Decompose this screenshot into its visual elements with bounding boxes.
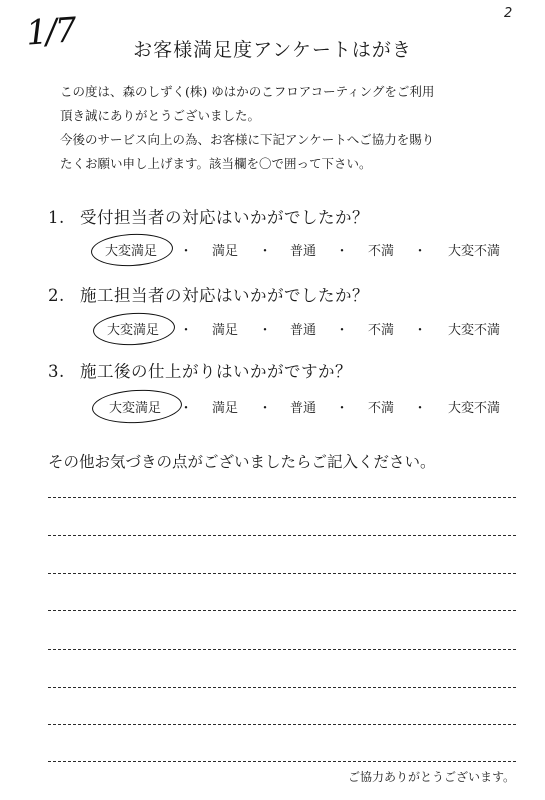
handwritten-date: 1/7 (24, 10, 77, 54)
comment-line[interactable] (48, 724, 516, 725)
option-very-dissatisfied[interactable]: 大変不満 (447, 244, 501, 259)
option-dissatisfied[interactable]: 不満 (367, 244, 395, 259)
question-text (48, 282, 369, 306)
option-separator: ・ (179, 323, 193, 338)
option-dissatisfied[interactable]: 不満 (367, 323, 395, 338)
page-title: お客様満足度アンケートはがき (133, 39, 412, 61)
option-separator: ・ (413, 323, 427, 338)
option-very-dissatisfied[interactable]: 大変不満 (447, 323, 501, 338)
footer-thanks: ご協力ありがとうございます。 (347, 770, 515, 784)
option-very-satisfied[interactable]: 大変満足 (108, 401, 162, 416)
intro-line: この度は、森のしずく(株) ゆはかのこフロアコーティングをご利用 (60, 84, 435, 99)
question-number: 1. (48, 208, 65, 227)
option-separator: ・ (413, 244, 427, 259)
question-number: 2. (48, 286, 65, 305)
option-satisfied[interactable]: 満足 (211, 323, 239, 338)
page-number: 2 (504, 6, 513, 21)
option-neutral[interactable]: 普通 (289, 323, 317, 338)
option-separator: ・ (335, 323, 349, 338)
option-very-dissatisfied[interactable]: 大変不満 (447, 401, 501, 416)
comment-line[interactable] (48, 573, 516, 574)
option-separator: ・ (179, 244, 193, 259)
comment-prompt: その他お気づきの点がございましたらご記入ください。 (48, 453, 436, 471)
option-neutral[interactable]: 普通 (289, 401, 317, 416)
option-separator: ・ (413, 401, 427, 416)
question-label: 受付担当者の対応はいかがでしたか？ (80, 208, 369, 227)
option-neutral[interactable]: 普通 (289, 244, 317, 259)
option-separator: ・ (335, 401, 349, 416)
question-label: 施工担当者の対応はいかがでしたか？ (80, 286, 369, 305)
comment-line[interactable] (48, 649, 516, 650)
option-dissatisfied[interactable]: 不満 (367, 401, 395, 416)
option-separator: ・ (335, 244, 349, 259)
option-satisfied[interactable]: 満足 (211, 244, 239, 259)
option-separator: ・ (179, 401, 193, 416)
option-very-satisfied[interactable]: 大変満足 (104, 244, 158, 259)
question-number: 3. (48, 362, 65, 381)
intro-line: 頂き誠にありがとうございました。 (60, 108, 261, 123)
question-text (48, 358, 352, 382)
intro-line: たくお願い申し上げます。該当欄を〇で囲って下さい。 (60, 156, 372, 171)
question-text (48, 204, 369, 228)
comment-line[interactable] (48, 761, 516, 762)
option-separator: ・ (258, 244, 272, 259)
option-satisfied[interactable]: 満足 (211, 401, 239, 416)
option-separator: ・ (258, 323, 272, 338)
comment-line[interactable] (48, 687, 516, 688)
comment-line[interactable] (48, 497, 516, 498)
comment-line[interactable] (48, 610, 516, 611)
option-separator: ・ (258, 401, 272, 416)
intro-line: 今後のサービス向上の為、お客様に下記アンケートへご協力を賜り (60, 132, 435, 147)
option-very-satisfied[interactable]: 大変満足 (106, 323, 160, 338)
comment-line[interactable] (48, 535, 516, 536)
question-label: 施工後の仕上がりはいかがですか？ (80, 362, 352, 381)
